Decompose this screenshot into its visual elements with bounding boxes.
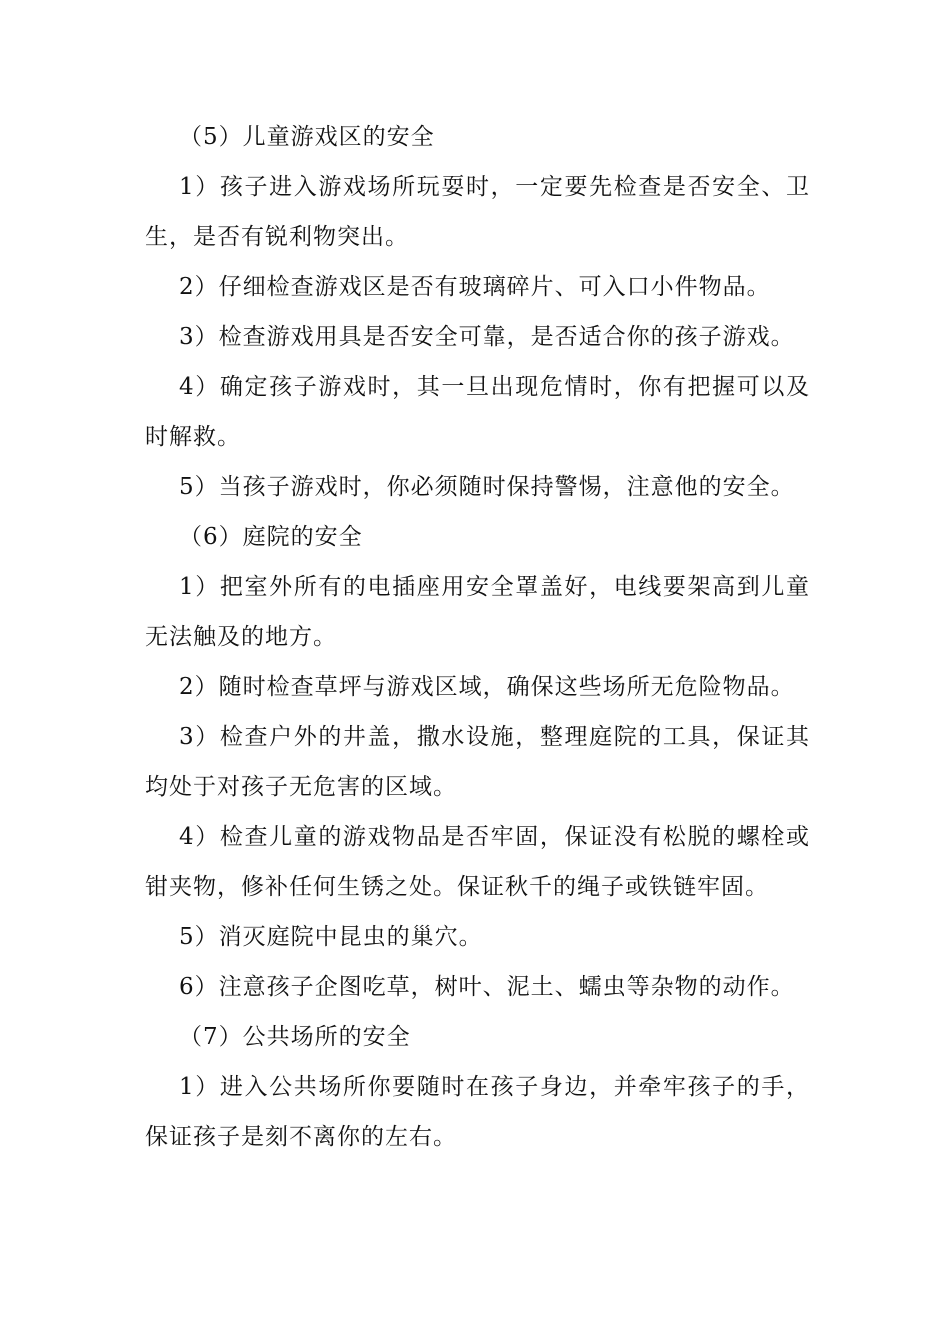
section-heading-6: （6）庭院的安全 <box>179 524 363 550</box>
section-heading-5: （5）儿童游戏区的安全 <box>179 124 435 150</box>
list-item-6-1: 1）把室外所有的电插座用安全罩盖好，电线要架高到儿童无法触及的地方。 <box>145 574 810 650</box>
list-item-6-6: 6）注意孩子企图吃草，树叶、泥土、蠕虫等杂物的动作。 <box>179 974 795 1000</box>
list-item-5-1: 1）孩子进入游戏场所玩耍时，一定要先检查是否安全、卫生，是否有锐利物突出。 <box>145 174 810 250</box>
list-item-5-3: 3）检查游戏用具是否安全可靠，是否适合你的孩子游戏。 <box>179 324 795 350</box>
list-item-5-4: 4）确定孩子游戏时，其一旦出现危情时，你有把握可以及时解救。 <box>145 374 810 450</box>
list-item-5-5: 5）当孩子游戏时，你必须随时保持警惕，注意他的安全。 <box>179 474 795 500</box>
list-item-5-2: 2）仔细检查游戏区是否有玻璃碎片、可入口小件物品。 <box>179 274 771 300</box>
list-item-6-4: 4）检查儿童的游戏物品是否牢固，保证没有松脱的螺栓或钳夹物，修补任何生锈之处。保证秋千的绳子或铁链牢固。 <box>145 824 810 900</box>
list-item-6-2: 2）随时检查草坪与游戏区域，确保这些场所无危险物品。 <box>179 674 795 700</box>
document-body <box>145 112 810 1162</box>
list-item-7-1: 1）进入公共场所你要随时在孩子身边，并牵牢孩子的手，保证孩子是刻不离你的左右。 <box>145 1074 810 1150</box>
section-heading-7: （7）公共场所的安全 <box>179 1024 411 1050</box>
list-item-6-5: 5）消灭庭院中昆虫的巢穴。 <box>179 924 483 950</box>
list-item-6-3: 3）检查户外的井盖，撒水设施，整理庭院的工具，保证其均处于对孩子无危害的区域。 <box>145 724 810 800</box>
